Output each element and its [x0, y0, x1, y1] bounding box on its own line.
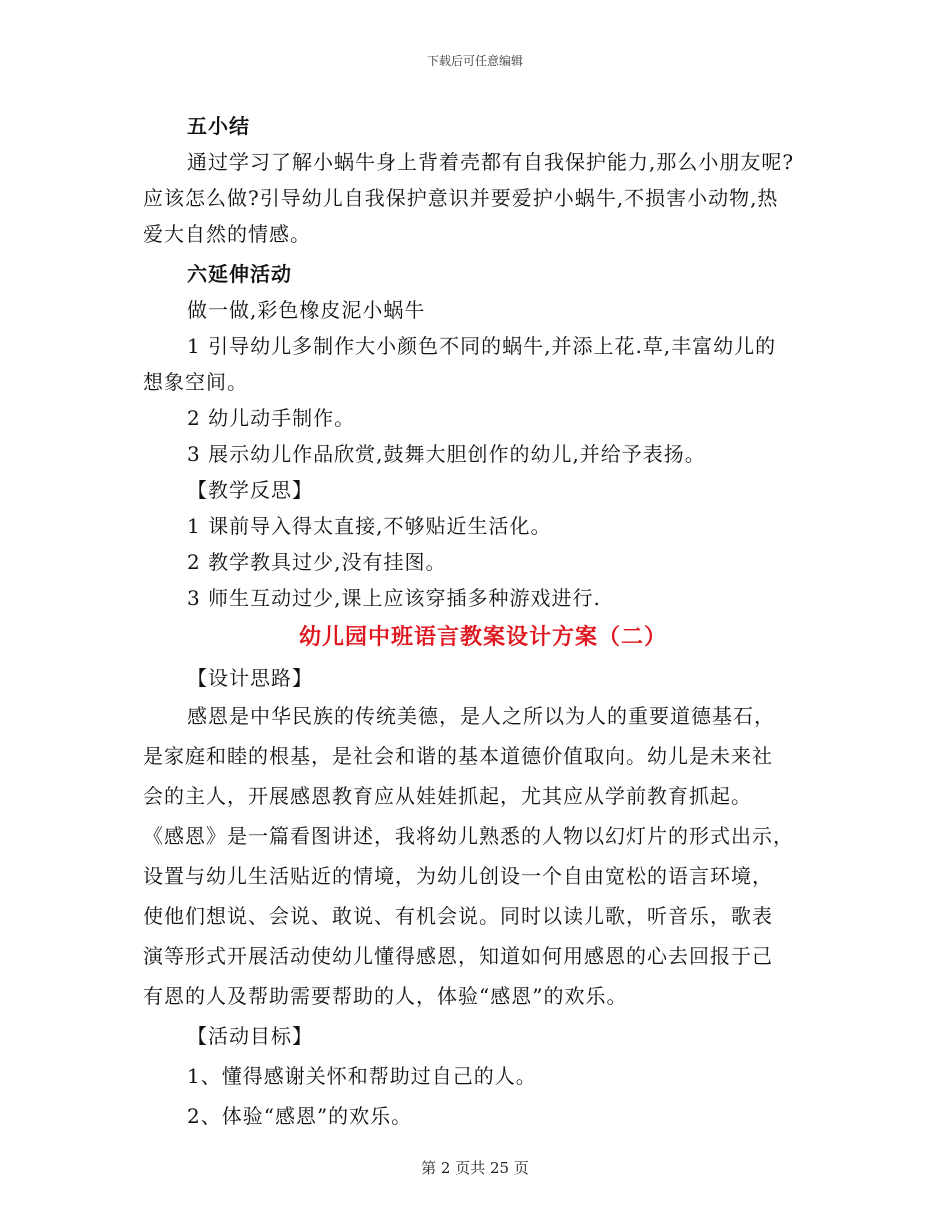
extension-line-4: 3 展示幼儿作品欣赏,鼓舞大胆创作的幼儿,并给予表扬。 — [187, 442, 706, 466]
reflection-item-2: 2 教学教具过少,没有挂图。 — [187, 550, 447, 574]
design-line-1: 感恩是中华民族的传统美德，是人之所以为人的重要道德基石， — [187, 704, 775, 728]
design-line-3: 会的主人，开展感恩教育应从娃娃抓起，尤其应从学前教育抓起。 — [143, 784, 752, 808]
design-line-4: 《感恩》是一篇看图讲述，我将幼儿熟悉的人物以幻灯片的形式出示， — [143, 824, 794, 848]
page-footer: 第 2 页共 25 页 — [421, 1159, 529, 1177]
reflection-item-1: 1 课前导入得太直接,不够贴近生活化。 — [187, 514, 552, 538]
summary-line-1: 通过学习了解小蜗牛身上背着壳都有自我保护能力,那么小朋友呢? — [187, 150, 795, 174]
section-six-title: 六延伸活动 — [187, 262, 292, 286]
design-line-6: 使他们想说、会说、敢说、有机会说。同时以读儿歌，听音乐，歌表 — [143, 904, 773, 928]
document-body — [143, 108, 823, 1136]
extension-line-1: 做一做,彩色橡皮泥小蜗牛 — [187, 298, 426, 322]
goal-item-2: 2、体验“感恩”的欢乐。 — [187, 1104, 413, 1128]
page-header: 下载后可任意编辑 — [426, 54, 523, 68]
design-line-2: 是家庭和睦的根基，是社会和谐的基本道德价值取向。幼儿是未来社 — [143, 744, 773, 768]
summary-line-3: 爱大自然的情感。 — [143, 222, 311, 246]
lesson-plan-two-title: 幼儿园中班语言教案设计方案（二） — [298, 625, 667, 650]
summary-line-2: 应该怎么做?引导幼儿自我保护意识并要爱护小蜗牛,不损害小动物,热 — [143, 186, 779, 210]
design-line-7: 演等形式开展活动使幼儿懂得感恩，知道如何用感恩的心去回报于己 — [143, 944, 773, 968]
extension-line-3: 2 幼儿动手制作。 — [187, 406, 356, 430]
design-heading: 【设计思路】 — [187, 666, 313, 690]
extension-line-2a: 1 引导幼儿多制作大小颜色不同的蜗牛,并添上花.草,丰富幼儿的 — [187, 334, 777, 358]
design-line-5: 设置与幼儿生活贴近的情境，为幼儿创设一个自由宽松的语言环境， — [143, 864, 773, 888]
reflection-heading: 【教学反思】 — [187, 478, 313, 502]
design-line-8: 有恩的人及帮助需要帮助的人，体验“感恩”的欢乐。 — [143, 984, 628, 1008]
goal-item-1: 1、懂得感谢关怀和帮助过自己的人。 — [187, 1064, 537, 1088]
extension-line-2b: 想象空间。 — [143, 370, 248, 394]
goals-heading: 【活动目标】 — [187, 1024, 313, 1048]
reflection-item-3: 3 师生互动过少,课上应该穿插多种游戏进行. — [187, 586, 601, 610]
section-five-title: 五小结 — [187, 114, 250, 138]
